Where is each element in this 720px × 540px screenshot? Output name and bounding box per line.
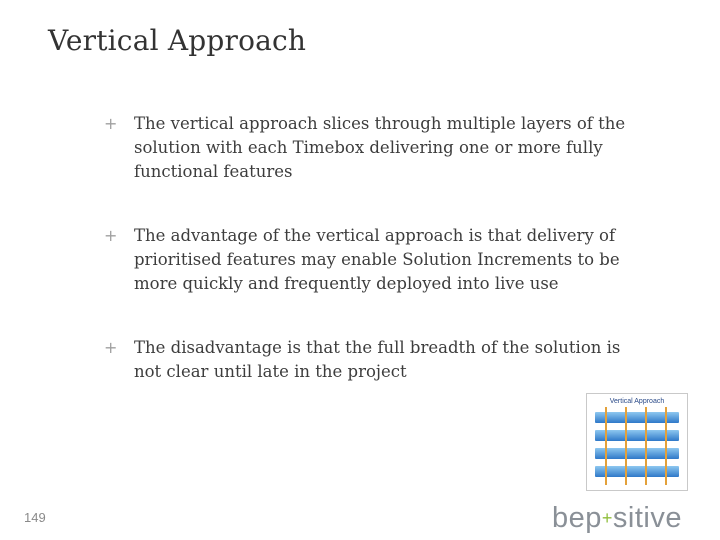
thumbnail-title: Vertical Approach xyxy=(609,398,665,405)
logo-text: sitive xyxy=(612,502,682,534)
timebox-arrow xyxy=(625,407,627,485)
bullet-text: The disadvantage is that the full breadth of the solution is not clear until late in the project xyxy=(134,338,621,381)
vertical-approach-thumbnail xyxy=(586,393,688,491)
plus-icon: + xyxy=(104,226,118,245)
logo-text: bep xyxy=(552,502,602,534)
slide-title: Vertical Approach xyxy=(48,24,307,57)
bullet-item xyxy=(104,224,634,296)
bullet-text: The advantage of the vertical approach is that delivery of prioritised features may enable Solution Increments to be more quickly and frequently deployed into live use xyxy=(134,226,620,293)
plus-icon: + xyxy=(104,114,118,133)
timebox-arrow xyxy=(665,407,667,485)
bullet-text: The vertical approach slices through multiple layers of the solution with each Timebox delivering one or more fully functional features xyxy=(134,114,626,181)
timebox-arrow xyxy=(645,407,647,485)
plus-icon: + xyxy=(601,508,613,528)
timebox-arrow xyxy=(605,407,607,485)
bullet-item xyxy=(104,336,634,384)
bullet-item xyxy=(104,112,634,184)
plus-icon: + xyxy=(104,338,118,357)
company-logo xyxy=(552,502,682,535)
page-number: 149 xyxy=(24,510,46,525)
